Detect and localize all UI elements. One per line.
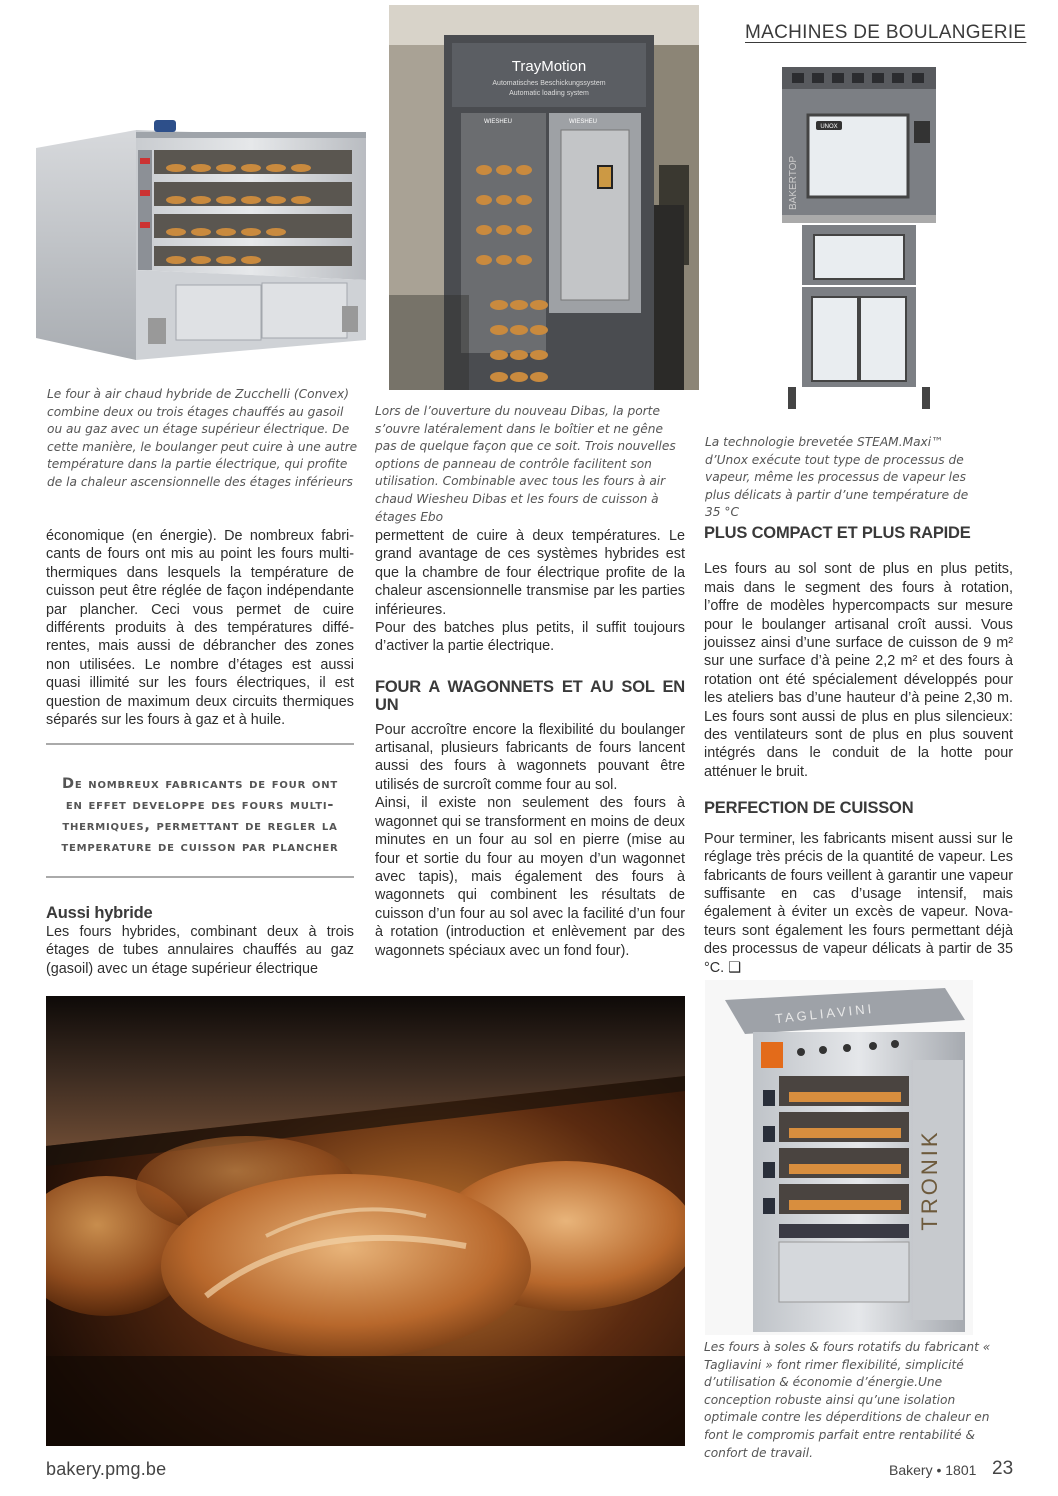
unox-side-label: BAKERTOP [788,155,799,210]
traymotion-loading-system-photo [389,5,699,390]
subhead-four-a-wagonnets: FOUR A WAGONNETS ET AU SOL EN UN [375,677,685,715]
tagliavini-brand: TAGLIAVINI [774,1000,875,1027]
unox-bakertop-oven-photo [778,65,940,415]
subhead-perfection-de-cuisson: PERFECTION DE CUISSON [704,799,914,818]
traymotion-sign-line1: Automatisches Beschickungssystem [492,80,606,87]
col3-p1: Les fours au sol sont de plus en plus petits, mais dans le segment des fours à rotation, l’offre de modèles hypercompacts sur mesure pour le boulanger artisanal croît aussi. Vous jouissez ainsi d’une surface de cuisson de 9 m² sur une surface d’à peine 2,2 m² et des fours à rotation ont été spécialement développés pour les ateliers bas d’une hauteur d’à peine 2,30 m. Les fours sont aussi de plus en plus silencieux: des ventilateurs sont de plus en plus souvent intégrés dans le conduit de la hotte pour atténuer le bruit. [704,561,1013,780]
col1-p2: Les fours hybrides, combinant deux à trois étages de tubes annulaires chauffés au gaz (gasoil) avec un étage supérieur électrique [46,924,354,977]
col2-p2: Pour des batches plus petits, il suffit toujours d’activer la partie électrique. [375,620,685,655]
col1-p1: économique (en énergie). De nombreux fabricants de fours ont mis au point les fours multithermiques dans lesquels la température de cuisson peut être réglée de façon indépendante par plancher. Ceci vous permet de cuire différents produits à des températures différentes, mais aussi de débrancher des zones non utilisées. Le nombre d’étages est aussi quasi illimité sur les fours électriques, il est question de maximum deux circuits thermiques séparés sur les fours à gaz et à huile. [46,528,354,729]
caption-dibas: Lors de l’ouverture du nouveau Dibas, la porte s’ouvre latéralement dans le boîtier et ne gêne pas de quelque façon que ce soit. Trois nouvelles options de panneau de contrôle facilitent son utilisation. Combinable avec tous les fours à air chaud Wiesheu Dibas et les fours de cuisson à étages Ebo [375,404,676,524]
column-1-subsection [46,904,354,978]
tagliavini-tronik-oven-photo [705,980,973,1335]
page-number: 23 [992,1458,1014,1479]
traymotion-sign-title: TrayMotion [511,58,587,75]
caption-unox: La technologie brevetée STEAM.Maxi™ d’Unox exécute tout type de processus de vapeur, même les processus de vapeur les plus délicats à partir d’une température de 35 °C [705,435,969,520]
bread-in-oven-photo [46,996,685,1446]
traymotion-brand-right: WIESHEU [569,119,598,125]
footer-website-link[interactable]: bakery.pmg.be [46,1459,167,1479]
col2-p4: Ainsi, il existe non seulement des fours à wagonnet qui se transforment en moins de deux minutes en un four au sol en pierre (mise au four et sortie du four au moyen d’un wagonnet avec tapis), mais également des fours à wagonnets qui combinent les résultats de cuisson d’un four au sol avec la facilité d’un four à rotation (introduction et enlèvement par des wagonnets spéciaux avec un fond four). [375,795,685,959]
deck-oven-photo [36,110,366,378]
pullquote-bottom-rule [46,876,354,878]
col2-p3: Pour accroître encore la flexibilité du boulanger artisanal, plusieurs fabricants de fours lancent aussi des fours à wagonnets pouvant être utilisés de surcroît comme four au sol. [375,721,685,793]
column-2 [375,527,685,960]
col2-p1: permettent de cuire à deux températures. Le grand avantage de ces systèmes hybrides est que la chambre de four électrique profite de la chaleur ascensionnelle transmise par les parties inférieures. [375,528,685,618]
traymotion-sign-line2: Automatic loading system [509,90,589,97]
tagliavini-side-label: TRONIK [917,1129,942,1231]
column-3 [704,524,1013,977]
traymotion-brand-left: WIESHEU [484,119,513,125]
footer-issue: Bakery • 1801 [889,1462,977,1478]
subhead-aussi-hybride: Aussi hybride [46,904,153,922]
caption-tagliavini: Les fours à soles & fours rotatifs du fabricant « Tagliavini » font rimer flexibilité, simplicité d’utilisation & économie d’énergie.Une conception robuste ainsi qu’une isolation optimale contre les déperditions de chaleur en font le compromis parfait entre rentabilité & confort de travail. [704,1340,991,1460]
pullquote-top-rule [46,743,354,745]
subhead-plus-compact: PLUS COMPACT ET PLUS RAPIDE [704,524,971,542]
column-1-paragraph-1 [46,527,354,729]
caption-zucchelli: Le four à air chaud hybride de Zucchelli (Convex) combine deux ou trois étages chauffés au gasoil ou au gaz avec un étage supérieur électrique. De cette manière, le boulanger peut cuire à une autre température dans la partie électrique, qui profite de la chaleur ascensionnelle des étages inférieurs [47,387,358,489]
col3-p2: Pour terminer, les fabricants misent aussi sur le réglage très précis de la quantité de vapeur. Les fabricants de fours veillent à garantir une vapeur suffisante en cas d’usage intensif, mais également à éviter un excès de vapeur. Novateurs sont également les fours permettant déjà des processus de vapeur délicats à partir de 35 °C. ❑ [704,830,1013,976]
pullquote: De nombreux fabricants de four ont en effet developpe des fours multi-thermiques, permettant de regler la temperature de cuisson par plancher [61,776,339,855]
section-title: MACHINES DE BOULANGERIE [745,22,1027,43]
unox-brand: UNOX [820,124,838,130]
